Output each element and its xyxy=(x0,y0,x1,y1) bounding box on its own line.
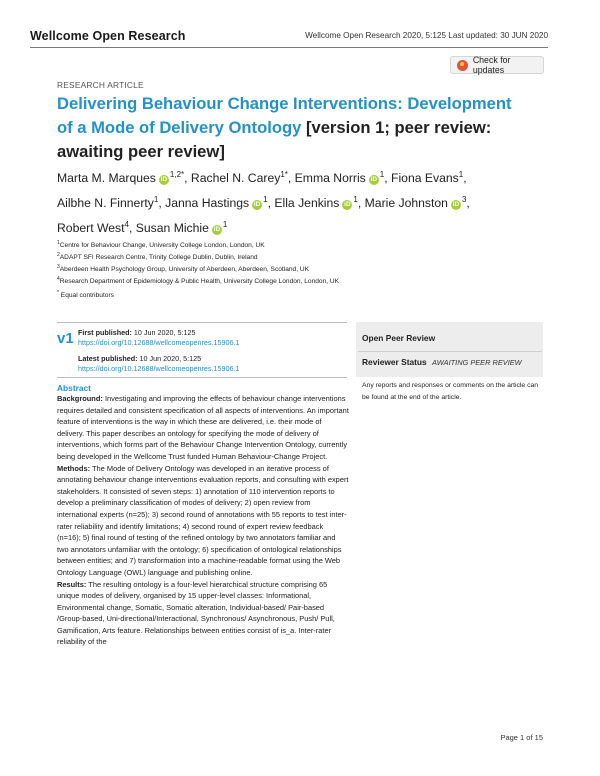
orcid-icon[interactable]: iD xyxy=(370,176,378,183)
citation-line: Wellcome Open Research 2020, 5:125 Last updated: 30 JUN 2020 xyxy=(305,31,548,40)
author[interactable]: Janna Hastings $iD^1$ xyxy=(165,195,268,210)
peer-review-heading: Open Peer Review xyxy=(362,333,436,343)
equal-contributors-note: * Equal contributors xyxy=(57,290,114,299)
journal-brand[interactable]: Wellcome Open Research xyxy=(30,29,186,43)
abstract-body: Background: Investigating and improving the effects of behaviour change interventions requires detailed and consistent specification of all aspects of interventions. An important feature of interventions is the way in which these are delivered, i.e. their mode of delivery. This paper describes an ontology for specifying the mode of delivery of interventions, which forms part of the Behaviour Change Intervention Ontology, currently being developed in the Wellcome Trust funded Human Behaviour-Change Project. Methods: The Mode of Delivery Ontology was developed in an iterative process of annotating behaviour change interventions evaluation reports, and consulting with expert stakeholders. It consisted of seven steps: 1) annotation of 110 intervention reports to develop a preliminary classification of modes of delivery; 2) open review from international experts (n=25); 3) second round of annotations with 55 reports to test inter-rater reliability and identify limitations; 4) second round of expert review feedback (n=16); 5) final round of testing of the refined ontology by two annotators familiar and two annotators unfamiliar with the ontology; 6) specification of ontological relationships between entities; and 7) transformation into a machine-readable format using the Web Ontology Language (OWL) language and publishing online. Results: The resulting ontology is a four-level hierarchical structure comprising 65 unique modes of delivery, organised by 15 upper-level classes: Informational, Environmental change, Somatic, Somatic alteration, Individual-based/ Pair-based /Group-based, Uni-directional/Interactional, Synchronous/ Asynchronous, Push/ Pull, Gamification, Arts feature. Relationships between entities consist of is_a. Inter-rater reliability of the xyxy=(57,394,349,647)
affiliation: $^2$ADAPT SFI Research Centre, Trinity College Dublin, Dublin, Ireland xyxy=(57,252,258,261)
latest-doi-link[interactable]: https://doi.org/10.12688/wellcomeopenres.15906.1 xyxy=(78,364,240,373)
author[interactable]: Ella Jenkins $iD^1$ xyxy=(274,195,358,210)
article-type: RESEARCH ARTICLE xyxy=(57,80,144,90)
orcid-icon[interactable]: iD xyxy=(344,201,351,208)
title-status: [version 1; peer review: awaiting peer review] xyxy=(57,118,492,161)
affiliation: $^4$Research Department of Epidemiology & Public Health, University College London, London, UK xyxy=(57,276,340,285)
divider xyxy=(358,351,542,352)
author[interactable]: Susan Michie $iD^1$ xyxy=(135,220,228,235)
first-doi-link[interactable]: https://doi.org/10.12688/wellcomeopenres.15906.1 xyxy=(78,338,240,347)
author[interactable]: Ailbhe N. Finnerty$^1$ xyxy=(57,195,159,210)
reviewer-status-value: AWAITING PEER REVIEW xyxy=(432,358,522,367)
peer-review-panel xyxy=(356,322,543,377)
abstract-heading: Abstract xyxy=(57,383,91,393)
author[interactable]: Fiona Evans$^1$ xyxy=(391,170,464,185)
affiliation: $^3$Aberdeen Health Psychology Group, University of Aberdeen, Aberdeen, Scotland, UK xyxy=(57,264,310,273)
article-title xyxy=(57,92,527,164)
divider xyxy=(57,322,347,323)
divider xyxy=(57,377,347,378)
crossmark-icon xyxy=(457,60,468,71)
title-link[interactable]: Delivering Behaviour Change Interventions: Development of a Mode of Delivery Ontology xyxy=(57,94,512,137)
orcid-icon[interactable]: iD xyxy=(213,226,221,233)
author[interactable]: Marta M. Marques $iD^{1,2*}$ xyxy=(57,170,185,185)
author-list: Marta M. Marques $iD^{1,2*}$, Rachel N. Carey$^{1*}$, Emma Norris $iD^1$, Fiona Evans$^1$, Ailbhe N. Finnerty$^1$, Janna Hastings $iD^1$, Ella Jenkins $iD^1$, Marie Johnston $iD^3$, Robert West$^4$, Susan Michie $iD^1$ xyxy=(57,170,470,235)
author[interactable]: Marie Johnston $iD^3$ xyxy=(364,195,467,210)
orcid-icon[interactable]: iD xyxy=(452,201,460,208)
reviewer-status-label: Reviewer Status xyxy=(362,357,427,367)
orcid-icon[interactable]: iD xyxy=(253,201,261,208)
author[interactable]: Robert West$^4$ xyxy=(57,220,129,235)
orcid-icon[interactable]: iD xyxy=(160,176,168,183)
author[interactable]: Rachel N. Carey$^{1*}$ xyxy=(190,170,288,185)
publication-info: First published: 10 Jun 2020, 5:125 https://doi.org/10.12688/wellcomeopenres.15906.1 Latest published: 10 Jun 2020, 5:125 https://doi.org/10.12688/wellcomeopenres.15906.1 xyxy=(78,328,240,373)
peer-review-note: Any reports and responses or comments on the article can be found at the end of the article. xyxy=(362,382,539,401)
version-label: v1 xyxy=(57,330,74,347)
affiliation: $^1$Centre for Behaviour Change, University College London, London, UK xyxy=(57,240,265,249)
header-rule xyxy=(30,47,548,48)
affiliations xyxy=(57,240,339,288)
check-updates-label: Check for updates xyxy=(472,55,511,75)
author[interactable]: Emma Norris $iD^1$ xyxy=(294,170,385,185)
page-number: Page 1 of 15 xyxy=(500,733,543,742)
check-updates-button[interactable] xyxy=(450,56,544,74)
